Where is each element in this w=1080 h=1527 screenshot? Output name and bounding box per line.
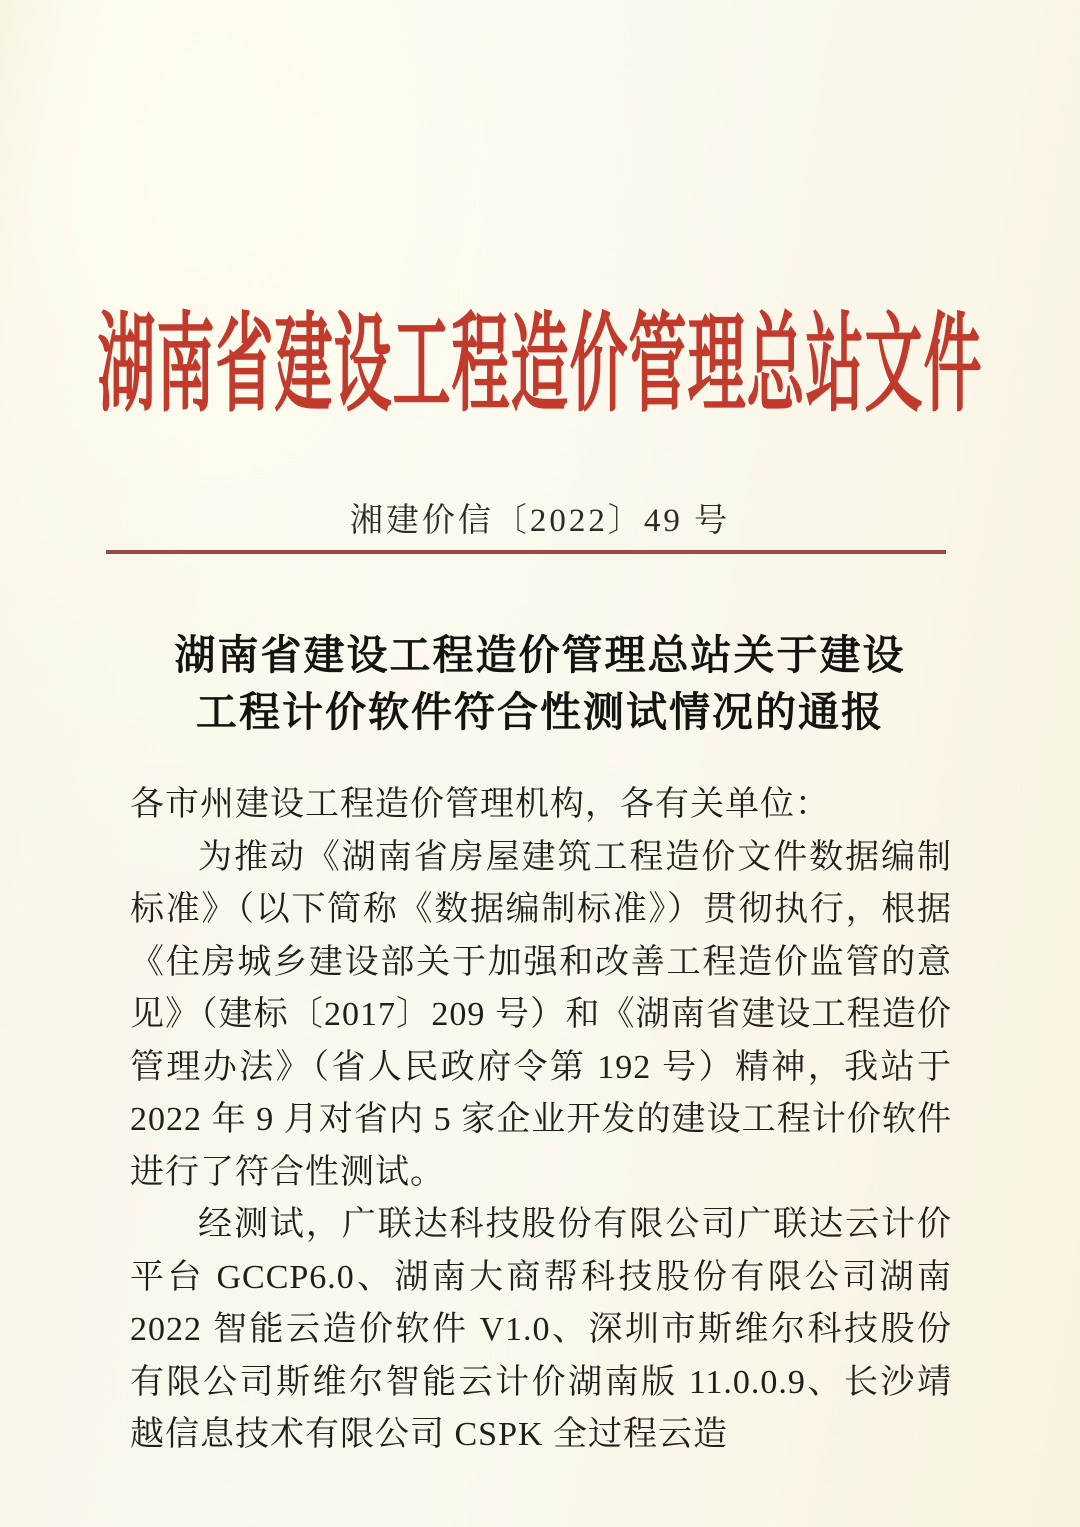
document-title xyxy=(0,627,1080,741)
document-body xyxy=(130,779,952,1462)
body-paragraph-2: 经测试，广联达科技股份有限公司广联达云计价平台 GCCP6.0、湖南大商帮科技股份有限公司湖南 2022 智能云造价软件 V1.0、深圳市斯维尔科技股份有限公司斯维尔智能云计价湖南版 11.0.0.9、长沙靖越信息技术有限公司 CSPK 全过程云造 xyxy=(130,1206,952,1453)
body-paragraph-1: 为推动《湖南省房屋建筑工程造价文件数据编制标准》（以下简称《数据编制标准》）贯彻执行，根据《住房城乡建设部关于加强和改善工程造价监管的意见》（建标〔2017〕209 号）和《湖南省建设工程造价管理办法》（省人民政府令第 192 号）精神，我站于 2022 年 9 月对省内 5 家企业开发的建设工程计价软件进行了符合性测试。 xyxy=(130,838,952,1191)
document-number: 湘建价信〔2022〕49 号 xyxy=(349,503,731,539)
salutation-line: 各市州建设工程造价管理机构，各有关单位： xyxy=(130,786,830,823)
document-title-line-2: 工程计价软件符合性测试情况的通报 xyxy=(196,689,884,735)
document-title-line-1: 湖南省建设工程造价管理总站关于建设 xyxy=(174,632,906,678)
letterhead-banner: 湖南省建设工程造价管理总站文件 xyxy=(97,304,983,426)
red-divider-line xyxy=(106,550,946,554)
